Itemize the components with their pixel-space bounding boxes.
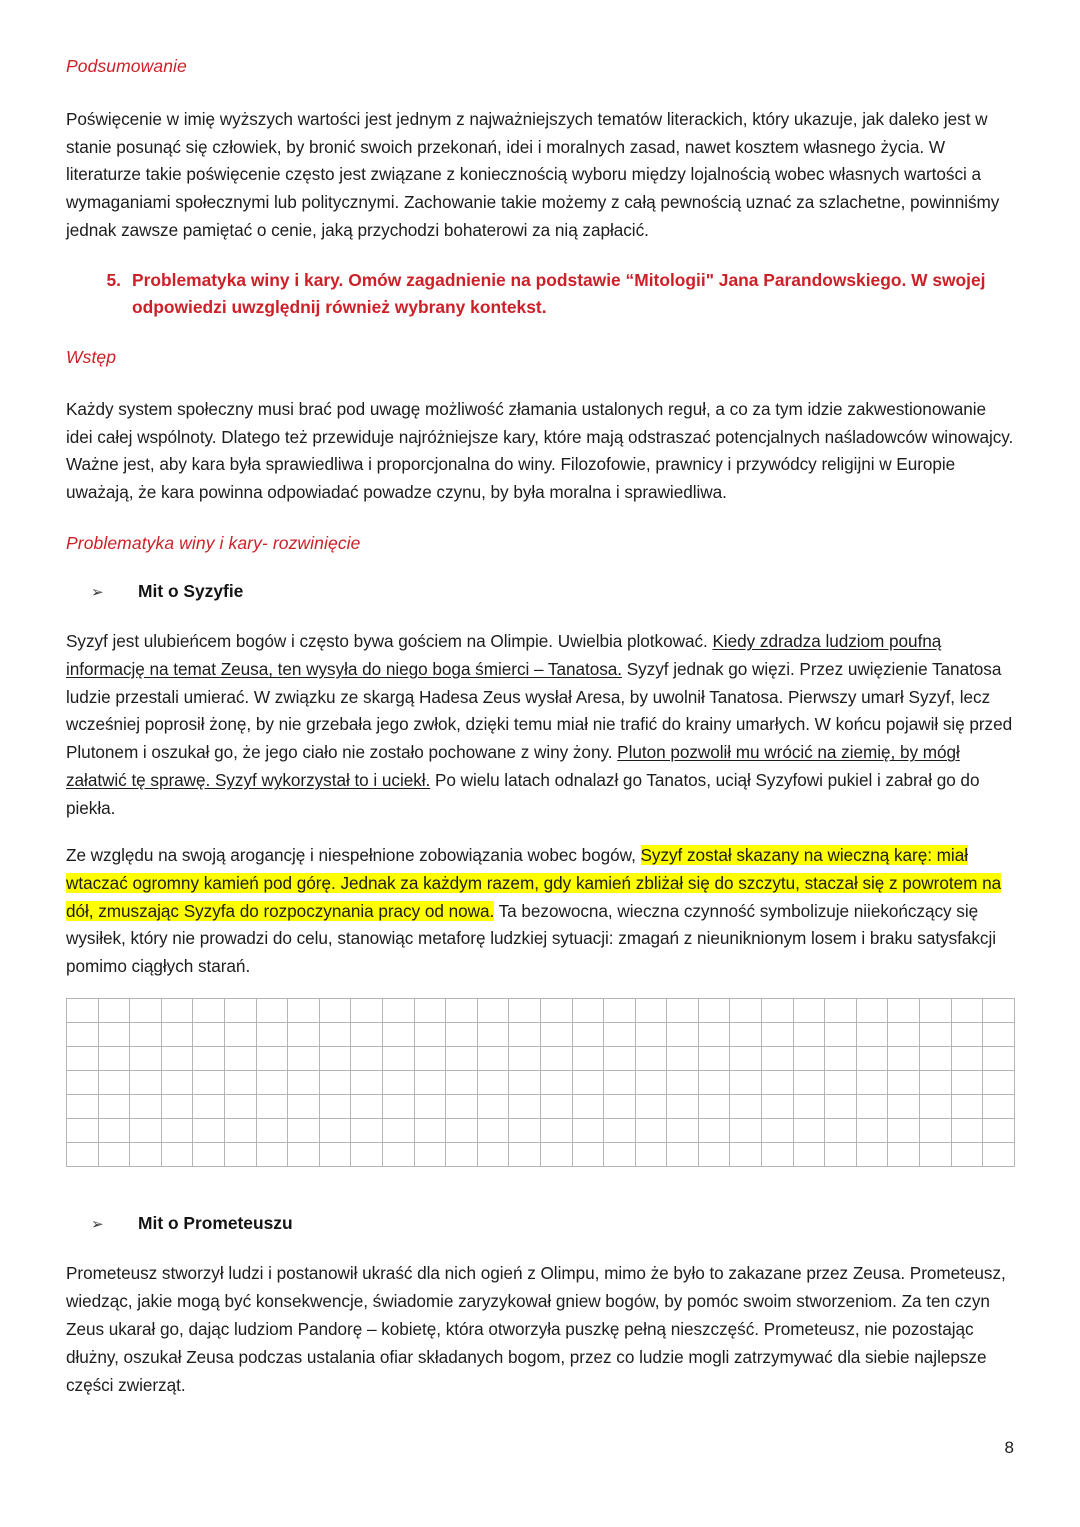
grid-cell[interactable] xyxy=(698,1095,730,1119)
grid-cell[interactable] xyxy=(446,1119,478,1143)
grid-cell[interactable] xyxy=(604,1023,636,1047)
bullet-label-prometeusz: Mit o Prometeuszu xyxy=(138,1213,293,1234)
grid-cell[interactable] xyxy=(161,1047,193,1071)
grid-cell[interactable] xyxy=(193,1143,225,1167)
grid-cell[interactable] xyxy=(730,1143,762,1167)
syzyf-text-b: Syzyf jednak go więzi. Przez uwięzienie Tanatosa ludzie przestali umierać. W związku ze skargą Hadesa Zeus wysłał Aresa, by uwolnił Tanatosa. Pierwszy umarł Syzyf, lecz wcześniej poprosił żonę, by nie grzebała jego zwłok, dzięki temu miał nie trafić do krainy umarłych. W końcu pojawił się przed Plutonem i oszukał go, że jego ciało nie zostało pochowane z winy żony. xyxy=(66,658,1013,763)
grid-cell[interactable] xyxy=(67,1047,99,1071)
grid-cell[interactable] xyxy=(509,1143,541,1167)
grid-cell[interactable] xyxy=(414,999,446,1023)
grid-cell[interactable] xyxy=(983,1023,1015,1047)
grid-row xyxy=(67,1071,1015,1095)
grid-cell[interactable] xyxy=(130,1143,162,1167)
grid-cell[interactable] xyxy=(888,1023,920,1047)
task-number: 5. xyxy=(106,270,121,291)
grid-cell[interactable] xyxy=(224,1143,256,1167)
grid-cell[interactable] xyxy=(983,1095,1015,1119)
grid-cell[interactable] xyxy=(130,1095,162,1119)
grid-cell[interactable] xyxy=(856,1047,888,1071)
grid-cell[interactable] xyxy=(319,1071,351,1095)
grid-cell[interactable] xyxy=(256,1023,288,1047)
bullet-label-syzyf: Mit o Syzyfie xyxy=(138,580,244,601)
grid-row xyxy=(67,1023,1015,1047)
grid-cell[interactable] xyxy=(319,1023,351,1047)
grid-cell[interactable] xyxy=(888,999,920,1023)
grid-cell[interactable] xyxy=(161,999,193,1023)
grid-cell[interactable] xyxy=(540,1119,572,1143)
grid-cell[interactable] xyxy=(951,1071,983,1095)
grid-cell[interactable] xyxy=(130,1047,162,1071)
grid-cell[interactable] xyxy=(762,1143,794,1167)
grid-cell[interactable] xyxy=(572,1143,604,1167)
grid-cell[interactable] xyxy=(540,999,572,1023)
grid-cell[interactable] xyxy=(604,999,636,1023)
grid-cell[interactable] xyxy=(256,1143,288,1167)
grid-cell[interactable] xyxy=(572,999,604,1023)
grid-cell[interactable] xyxy=(888,1119,920,1143)
grid-cell[interactable] xyxy=(540,1143,572,1167)
grid-row xyxy=(67,1119,1015,1143)
section-heading-rozwiniecie: Problematyka winy i kary- rozwinięcie xyxy=(66,533,361,554)
grid-cell[interactable] xyxy=(667,1095,699,1119)
grid-cell[interactable] xyxy=(193,1023,225,1047)
grid-cell[interactable] xyxy=(540,1095,572,1119)
grid-cell[interactable] xyxy=(793,999,825,1023)
grid-cell[interactable] xyxy=(414,1119,446,1143)
grid-cell[interactable] xyxy=(319,999,351,1023)
grid-cell[interactable] xyxy=(951,1023,983,1047)
grid-cell[interactable] xyxy=(446,1047,478,1071)
section-heading-wstep: Wstęp xyxy=(66,346,117,367)
grid-cell[interactable] xyxy=(224,1119,256,1143)
grid-cell[interactable] xyxy=(256,1071,288,1095)
grid-cell[interactable] xyxy=(856,1095,888,1119)
grid-cell[interactable] xyxy=(698,1023,730,1047)
grid-cell[interactable] xyxy=(98,1095,130,1119)
grid-cell[interactable] xyxy=(793,1143,825,1167)
bullet-item-prometeusz xyxy=(91,1213,1014,1234)
grid-cell[interactable] xyxy=(540,1071,572,1095)
grid-cell[interactable] xyxy=(667,1047,699,1071)
syzyf2-text-a: Ze względu na swoją arogancję i niespełnione zobowiązania wobec bogów, xyxy=(66,844,641,865)
grid-cell[interactable] xyxy=(951,1143,983,1167)
grid-cell[interactable] xyxy=(319,1119,351,1143)
grid-cell[interactable] xyxy=(288,1047,320,1071)
grid-cell[interactable] xyxy=(983,1071,1015,1095)
grid-cell[interactable] xyxy=(635,1095,667,1119)
grid-cell[interactable] xyxy=(288,1095,320,1119)
grid-cell[interactable] xyxy=(951,1119,983,1143)
grid-cell[interactable] xyxy=(730,1071,762,1095)
grid-cell[interactable] xyxy=(193,1095,225,1119)
grid-cell[interactable] xyxy=(825,999,857,1023)
grid-cell[interactable] xyxy=(193,1071,225,1095)
grid-cell[interactable] xyxy=(793,1047,825,1071)
grid-cell[interactable] xyxy=(825,1143,857,1167)
grid-cell[interactable] xyxy=(382,1119,414,1143)
grid-cell[interactable] xyxy=(382,1143,414,1167)
grid-cell[interactable] xyxy=(572,1023,604,1047)
grid-cell[interactable] xyxy=(540,1023,572,1047)
grid-cell[interactable] xyxy=(920,1071,952,1095)
grid-cell[interactable] xyxy=(698,999,730,1023)
grid-cell[interactable] xyxy=(98,1023,130,1047)
grid-cell[interactable] xyxy=(920,1023,952,1047)
page-content xyxy=(66,0,1014,1400)
grid-cell[interactable] xyxy=(319,1143,351,1167)
grid-cell[interactable] xyxy=(920,1095,952,1119)
grid-cell[interactable] xyxy=(288,1119,320,1143)
grid-cell[interactable] xyxy=(604,1071,636,1095)
grid-cell[interactable] xyxy=(667,1143,699,1167)
grid-cell[interactable] xyxy=(351,1047,383,1071)
grid-cell[interactable] xyxy=(951,1095,983,1119)
grid-cell[interactable] xyxy=(572,1119,604,1143)
grid-cell[interactable] xyxy=(67,1023,99,1047)
grid-cell[interactable] xyxy=(382,1095,414,1119)
grid-cell[interactable] xyxy=(98,1047,130,1071)
grid-cell[interactable] xyxy=(856,1071,888,1095)
grid-cell[interactable] xyxy=(888,1047,920,1071)
grid-cell[interactable] xyxy=(446,1095,478,1119)
grid-cell[interactable] xyxy=(730,1023,762,1047)
grid-row xyxy=(67,1095,1015,1119)
grid-cell[interactable] xyxy=(477,1071,509,1095)
grid-cell[interactable] xyxy=(161,1095,193,1119)
grid-row xyxy=(67,1143,1015,1167)
grid-cell[interactable] xyxy=(446,1023,478,1047)
grid-cell[interactable] xyxy=(635,1119,667,1143)
grid-cell[interactable] xyxy=(825,1047,857,1071)
grid-cell[interactable] xyxy=(256,1047,288,1071)
grid-cell[interactable] xyxy=(477,1143,509,1167)
task-list-item-5 xyxy=(96,267,1014,320)
grid-cell[interactable] xyxy=(762,1047,794,1071)
grid-cell[interactable] xyxy=(604,1119,636,1143)
grid-cell[interactable] xyxy=(604,1095,636,1119)
grid-cell[interactable] xyxy=(224,1023,256,1047)
grid-cell[interactable] xyxy=(762,999,794,1023)
grid-cell[interactable] xyxy=(698,1119,730,1143)
grid-cell[interactable] xyxy=(762,1071,794,1095)
syzyf-highlighted-text: Syzyf został skazany na wieczną karę: miał wtaczać ogromny kamień pod górę. Jednak za każdym razem, gdy kamień zbliżał się do szczytu, staczał się z powrotem na dół, zmuszając Syzyfa do rozpoczynania pracy od nowa. xyxy=(66,844,1002,921)
grid-cell[interactable] xyxy=(667,1023,699,1047)
grid-cell[interactable] xyxy=(382,1071,414,1095)
grid-cell[interactable] xyxy=(825,1095,857,1119)
grid-cell[interactable] xyxy=(951,999,983,1023)
grid-cell[interactable] xyxy=(572,1095,604,1119)
grid-cell[interactable] xyxy=(382,1023,414,1047)
grid-cell[interactable] xyxy=(351,999,383,1023)
grid-cell[interactable] xyxy=(130,999,162,1023)
grid-cell[interactable] xyxy=(161,1071,193,1095)
grid-cell[interactable] xyxy=(730,999,762,1023)
grid-cell[interactable] xyxy=(509,1047,541,1071)
syzyf-underline-2: Pluton pozwolił mu wrócić na ziemię, by mógł załatwić tę sprawę. Syzyf wykorzystał to i uciekł. xyxy=(66,742,960,791)
grid-cell[interactable] xyxy=(762,1119,794,1143)
grid-cell[interactable] xyxy=(509,1071,541,1095)
grid-cell[interactable] xyxy=(351,1071,383,1095)
grid-cell[interactable] xyxy=(130,1119,162,1143)
grid-cell[interactable] xyxy=(319,1095,351,1119)
grid-cell[interactable] xyxy=(382,999,414,1023)
grid-cell[interactable] xyxy=(161,1143,193,1167)
grid-cell[interactable] xyxy=(288,1071,320,1095)
grid-cell[interactable] xyxy=(951,1047,983,1071)
grid-cell[interactable] xyxy=(414,1071,446,1095)
grid-cell[interactable] xyxy=(224,999,256,1023)
grid-cell[interactable] xyxy=(825,1119,857,1143)
grid-cell[interactable] xyxy=(446,999,478,1023)
grid-cell[interactable] xyxy=(509,1119,541,1143)
grid-cell[interactable] xyxy=(604,1143,636,1167)
grid-cell[interactable] xyxy=(509,1095,541,1119)
grid-cell[interactable] xyxy=(856,999,888,1023)
paragraph-syzyf-1 xyxy=(66,628,1014,823)
paragraph-wstep: Każdy system społeczny musi brać pod uwagę możliwość złamania ustalonych reguł, a co za tym idzie zakwestionowanie idei całej wspólnoty. Dlatego też przewiduje najróżniejsze kary, które mają odstraszać potencjalnych naśladowców winowajcy. Ważne jest, aby kara była sprawiedliwa i proporcjonalna do winy. Filozofowie, prawnicy i przywódcy religijni w Europie uważają, że kara powinna odpowiadać powadze czynu, by była moralna i sprawiedliwa. xyxy=(66,398,1014,503)
grid-cell[interactable] xyxy=(572,1047,604,1071)
grid-cell[interactable] xyxy=(130,1023,162,1047)
grid-cell[interactable] xyxy=(635,999,667,1023)
grid-cell[interactable] xyxy=(730,1095,762,1119)
grid-cell[interactable] xyxy=(414,1143,446,1167)
grid-cell[interactable] xyxy=(224,1047,256,1071)
grid-cell[interactable] xyxy=(351,1119,383,1143)
grid-cell[interactable] xyxy=(762,1023,794,1047)
grid-cell[interactable] xyxy=(67,999,99,1023)
empty-grid-table[interactable] xyxy=(66,998,1015,1167)
grid-cell[interactable] xyxy=(193,1047,225,1071)
grid-cell[interactable] xyxy=(793,1119,825,1143)
grid-cell[interactable] xyxy=(477,999,509,1023)
grid-cell[interactable] xyxy=(477,1095,509,1119)
grid-cell[interactable] xyxy=(920,999,952,1023)
grid-cell[interactable] xyxy=(414,1023,446,1047)
grid-cell[interactable] xyxy=(825,1023,857,1047)
grid-cell[interactable] xyxy=(856,1023,888,1047)
grid-cell[interactable] xyxy=(509,999,541,1023)
arrow-bullet-icon: ➢ xyxy=(91,1216,104,1234)
grid-cell[interactable] xyxy=(224,1071,256,1095)
grid-cell[interactable] xyxy=(888,1071,920,1095)
grid-cell[interactable] xyxy=(698,1143,730,1167)
grid-cell[interactable] xyxy=(730,1119,762,1143)
grid-cell[interactable] xyxy=(540,1047,572,1071)
grid-cell[interactable] xyxy=(983,1047,1015,1071)
grid-cell[interactable] xyxy=(698,1047,730,1071)
syzyf-text-a: Syzyf jest ulubieńcem bogów i często bywa gościem na Olimpie. Uwielbia plotkować. xyxy=(66,630,713,651)
grid-cell[interactable] xyxy=(856,1119,888,1143)
grid-cell[interactable] xyxy=(67,1119,99,1143)
grid-cell[interactable] xyxy=(572,1071,604,1095)
grid-cell[interactable] xyxy=(288,999,320,1023)
grid-cell[interactable] xyxy=(604,1047,636,1071)
grid-cell[interactable] xyxy=(856,1143,888,1167)
grid-cell[interactable] xyxy=(477,1119,509,1143)
grid-cell[interactable] xyxy=(888,1143,920,1167)
grid-cell[interactable] xyxy=(983,1143,1015,1167)
grid-cell[interactable] xyxy=(288,1023,320,1047)
page-number: 8 xyxy=(1004,1438,1014,1457)
grid-cell[interactable] xyxy=(635,1023,667,1047)
task-text: Problematyka winy i kary. Omów zagadnienie na podstawie “Mitologii" Jana Parandowskiego. W swojej odpowiedzi uwzględnij również wybrany kontekst. xyxy=(132,270,986,317)
grid-cell[interactable] xyxy=(825,1071,857,1095)
paragraph-syzyf-2 xyxy=(66,842,1014,981)
syzyf-text-c: Po wielu latach odnalazł go Tanatos, uciął Syzyfowi pukiel i zabrał go do piekła. xyxy=(66,770,980,819)
paragraph-podsumowanie: Poświęcenie w imię wyższych wartości jest jednym z najważniejszych tematów literackich, który ukazuje, jak daleko jest w stanie posunąć się człowiek, by bronić swoich przekonań, idei i moralnych zasad, nawet kosztem własnego życia. W literaturze takie poświęcenie często jest związane z koniecznością wyboru między lojalnością wobec własnych wartości a wymaganiami społecznymi lub politycznymi. Zachowanie takie możemy z całą pewnością uznać za szlachetne, powinniśmy jednak zawsze pamiętać o cenie, jaką przychodzi bohaterowi za nią zapłacić. xyxy=(66,108,1000,241)
grid-cell[interactable] xyxy=(920,1119,952,1143)
grid-cell[interactable] xyxy=(351,1095,383,1119)
arrow-bullet-icon: ➢ xyxy=(91,583,104,601)
grid-cell[interactable] xyxy=(698,1071,730,1095)
syzyf-underline-1: Kiedy zdradza ludziom poufną informację na temat Zeusa, ten wysyła do niego boga śmierci – Tanatosa. xyxy=(66,630,942,679)
grid-cell[interactable] xyxy=(762,1095,794,1119)
grid-cell[interactable] xyxy=(983,999,1015,1023)
grid-cell[interactable] xyxy=(67,1071,99,1095)
grid-cell[interactable] xyxy=(477,1047,509,1071)
grid-cell[interactable] xyxy=(667,1119,699,1143)
grid-cell[interactable] xyxy=(256,999,288,1023)
grid-cell[interactable] xyxy=(888,1095,920,1119)
grid-cell[interactable] xyxy=(509,1023,541,1047)
grid-cell[interactable] xyxy=(130,1071,162,1095)
paragraph-prometeusz: Prometeusz stworzył ludzi i postanowił ukraść dla nich ogień z Olimpu, mimo że było to zakazane przez Zeusa. Prometeusz, wiedząc, jakie mogą być konsekwencje, świadomie zaryzykował gniew bogów, by pomóc swoim stworzeniom. Za ten czyn Zeus ukarał go, dając ludziom Pandorę – kobietę, która otworzyła puszkę pełną nieszczęść. Prometeusz, nie pozostając dłużny, oszukał Zeusa podczas ustalania ofiar składanych bogom, przez co ludzie mogli zatrzymywać dla siebie najlepsze części zwierząt. xyxy=(66,1263,1006,1395)
grid-cell[interactable] xyxy=(667,999,699,1023)
grid-cell[interactable] xyxy=(793,1095,825,1119)
grid-cell[interactable] xyxy=(793,1071,825,1095)
grid-cell[interactable] xyxy=(635,1143,667,1167)
grid-cell[interactable] xyxy=(98,1119,130,1143)
grid-cell[interactable] xyxy=(193,1119,225,1143)
grid-cell[interactable] xyxy=(319,1047,351,1071)
grid-cell[interactable] xyxy=(161,1023,193,1047)
grid-cell[interactable] xyxy=(730,1047,762,1071)
grid-cell[interactable] xyxy=(67,1095,99,1119)
grid-cell[interactable] xyxy=(446,1071,478,1095)
grid-cell[interactable] xyxy=(414,1095,446,1119)
grid-row xyxy=(67,1047,1015,1071)
grid-cell[interactable] xyxy=(98,1143,130,1167)
grid-cell[interactable] xyxy=(256,1119,288,1143)
grid-row xyxy=(67,999,1015,1023)
grid-cell[interactable] xyxy=(983,1119,1015,1143)
grid-cell[interactable] xyxy=(920,1047,952,1071)
grid-cell[interactable] xyxy=(288,1143,320,1167)
grid-cell[interactable] xyxy=(161,1119,193,1143)
grid-cell[interactable] xyxy=(351,1143,383,1167)
grid-cell[interactable] xyxy=(793,1023,825,1047)
grid-cell[interactable] xyxy=(667,1071,699,1095)
grid-cell[interactable] xyxy=(414,1047,446,1071)
grid-cell[interactable] xyxy=(635,1047,667,1071)
grid-cell[interactable] xyxy=(351,1023,383,1047)
grid-cell[interactable] xyxy=(98,999,130,1023)
syzyf2-text-b: Ta bezowocna, wieczna czynność symbolizuje niiekończący się wysiłek, który nie prowadzi do celu, stanowiąc metaforę ludzkiej sytuacji: zmagań z nieuniknionym losem i braku satysfakcji pomimo ciągłych starań. xyxy=(66,900,997,977)
grid-cell[interactable] xyxy=(67,1143,99,1167)
section-heading-podsumowanie: Podsumowanie xyxy=(66,56,187,76)
grid-cell[interactable] xyxy=(382,1047,414,1071)
grid-cell[interactable] xyxy=(256,1095,288,1119)
grid-cell[interactable] xyxy=(477,1023,509,1047)
bullet-item-syzyf xyxy=(91,581,1014,602)
grid-cell[interactable] xyxy=(98,1071,130,1095)
grid-cell[interactable] xyxy=(224,1095,256,1119)
grid-cell[interactable] xyxy=(446,1143,478,1167)
grid-cell[interactable] xyxy=(920,1143,952,1167)
grid-cell[interactable] xyxy=(635,1071,667,1095)
grid-cell[interactable] xyxy=(193,999,225,1023)
